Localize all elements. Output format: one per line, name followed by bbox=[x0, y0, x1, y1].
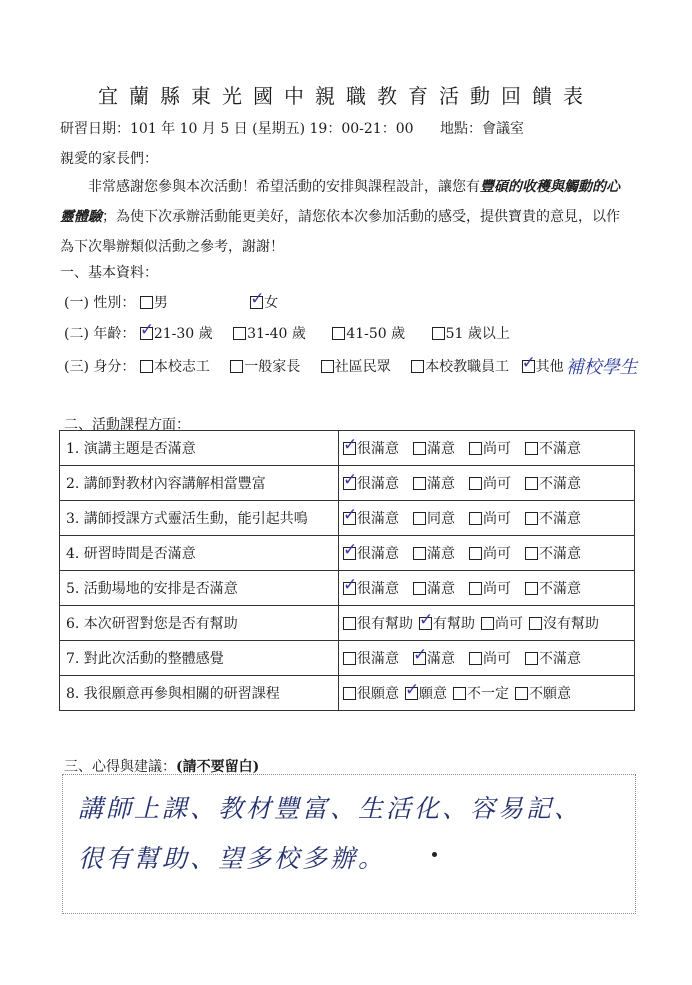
age-option-41-50[interactable]: 41-50 歲 bbox=[332, 323, 405, 343]
answer-option-label: 不願意 bbox=[529, 686, 571, 702]
checkbox[interactable] bbox=[525, 547, 538, 560]
checkbox[interactable] bbox=[453, 687, 466, 700]
answer-option-label: 尚可 bbox=[483, 511, 511, 527]
answer-option[interactable] bbox=[529, 613, 599, 633]
question-text: 1. 演講主題是否滿意 bbox=[60, 431, 339, 466]
answer-option[interactable] bbox=[469, 648, 511, 668]
table-row bbox=[60, 571, 635, 606]
question-text: 4. 研習時間是否滿意 bbox=[60, 536, 339, 571]
answer-option[interactable] bbox=[525, 473, 581, 493]
answer-option-label: 很有幫助 bbox=[357, 616, 413, 632]
answer-option-label: 尚可 bbox=[483, 581, 511, 597]
checkbox[interactable] bbox=[515, 687, 528, 700]
checkbox-checked[interactable] bbox=[413, 652, 426, 665]
session-date: 研習日期：101 年 10 月 5 日 (星期五) 19：00-21：00 bbox=[60, 121, 414, 137]
intro-text-1: 非常感謝您參與本次活動！希望活動的安排與課程設計，讓您有 bbox=[88, 179, 480, 195]
answer-options bbox=[339, 501, 635, 536]
checkbox-checked[interactable] bbox=[522, 360, 535, 373]
answer-options bbox=[339, 641, 635, 676]
answer-options bbox=[339, 431, 635, 466]
answer-option-label: 很滿意 bbox=[357, 511, 399, 527]
checkbox[interactable] bbox=[525, 582, 538, 595]
intro-text-2: ；為使下次承辦活動能更美好，請您依本次參加活動的感受，提供寶貴的意見，以作為下次舉辦類似活動之參考，謝謝！ bbox=[60, 209, 620, 255]
answer-option[interactable] bbox=[525, 438, 581, 458]
table-row bbox=[60, 676, 635, 711]
intro-emphasis: 豐碩的收穫與觸動的心靈體驗 bbox=[60, 179, 620, 225]
table-row bbox=[60, 606, 635, 641]
checkbox[interactable] bbox=[481, 617, 494, 630]
checkbox[interactable] bbox=[525, 652, 538, 665]
identity-option-community[interactable]: 社區民眾 bbox=[321, 356, 391, 376]
answer-option[interactable] bbox=[515, 683, 571, 703]
identity-other-handwritten[interactable]: 補校學生 bbox=[565, 357, 638, 378]
checkbox-checked[interactable] bbox=[343, 547, 356, 560]
answer-option-label: 很滿意 bbox=[357, 476, 399, 492]
checkbox[interactable] bbox=[140, 296, 153, 309]
table-row bbox=[60, 501, 635, 536]
checkbox-checked[interactable] bbox=[343, 477, 356, 490]
answer-option[interactable] bbox=[343, 473, 399, 493]
checkbox[interactable] bbox=[140, 360, 153, 373]
checkbox[interactable] bbox=[469, 442, 482, 455]
identity-option-staff[interactable]: 本校教職員工 bbox=[411, 356, 509, 376]
identity-row bbox=[64, 353, 638, 379]
checkbox-checked[interactable] bbox=[343, 442, 356, 455]
answer-option[interactable] bbox=[343, 508, 399, 528]
answer-option-label: 不滿意 bbox=[539, 581, 581, 597]
checkbox[interactable] bbox=[469, 547, 482, 560]
gender-row bbox=[64, 292, 278, 312]
answer-option-label: 很滿意 bbox=[357, 441, 399, 457]
answer-option-label: 沒有幫助 bbox=[543, 616, 599, 632]
answer-option-label: 尚可 bbox=[483, 651, 511, 667]
ink-dot bbox=[432, 852, 437, 857]
answer-option[interactable] bbox=[343, 578, 399, 598]
age-option-51-plus[interactable]: 51 歲以上 bbox=[432, 323, 510, 343]
answer-option[interactable] bbox=[525, 578, 581, 598]
answer-option-label: 滿意 bbox=[427, 546, 455, 562]
table-row bbox=[60, 466, 635, 501]
question-text: 2. 講師對教材內容講解相當豐富 bbox=[60, 466, 339, 501]
answer-option-label: 願意 bbox=[419, 686, 447, 702]
answer-option-label: 尚可 bbox=[483, 546, 511, 562]
answer-option-label: 很願意 bbox=[357, 686, 399, 702]
checkbox[interactable] bbox=[230, 360, 243, 373]
form-title: 宜蘭縣東光國中親職教育活動回饋表 bbox=[98, 84, 594, 108]
age-option-31-40[interactable]: 31-40 歲 bbox=[233, 323, 306, 343]
answer-option[interactable] bbox=[419, 613, 475, 633]
answer-option-label: 很滿意 bbox=[357, 651, 399, 667]
session-location: 地點：會議室 bbox=[439, 121, 524, 137]
answer-option[interactable] bbox=[343, 648, 399, 668]
age-option-21-30[interactable]: ✓ 21-30 歲 bbox=[140, 323, 213, 343]
greeting: 親愛的家長們： bbox=[60, 151, 158, 167]
question-text: 7. 對此次活動的整體感覺 bbox=[60, 641, 339, 676]
checkbox[interactable] bbox=[469, 512, 482, 525]
answer-option[interactable] bbox=[343, 683, 399, 703]
answer-option-label: 不滿意 bbox=[539, 476, 581, 492]
answer-option-label: 很滿意 bbox=[357, 546, 399, 562]
answer-option-label: 不滿意 bbox=[539, 546, 581, 562]
session-info bbox=[60, 118, 524, 138]
checkbox[interactable] bbox=[525, 477, 538, 490]
answer-option-label: 滿意 bbox=[427, 581, 455, 597]
answer-option-label: 滿意 bbox=[427, 651, 455, 667]
gender-label: (一) 性別： bbox=[64, 295, 136, 311]
answer-option[interactable] bbox=[413, 648, 455, 668]
identity-option-volunteer[interactable]: 本校志工 bbox=[140, 356, 210, 376]
table-row bbox=[60, 641, 635, 676]
answer-option[interactable] bbox=[525, 543, 581, 563]
checkbox[interactable] bbox=[469, 652, 482, 665]
intro-paragraph bbox=[60, 172, 632, 262]
checkbox-checked[interactable] bbox=[343, 512, 356, 525]
answer-option-label: 很滿意 bbox=[357, 581, 399, 597]
comment-line-1: 講師上課、教材豐富、生活化、容易記、 bbox=[78, 794, 583, 823]
gender-option-female[interactable]: ✓ 女 bbox=[250, 292, 278, 312]
answer-option[interactable] bbox=[525, 508, 581, 528]
answer-option[interactable] bbox=[413, 438, 455, 458]
answer-option[interactable] bbox=[343, 543, 399, 563]
answer-option[interactable] bbox=[343, 613, 413, 633]
comment-line-2: 很有幫助、望多校多辦。 bbox=[78, 844, 387, 873]
checkbox[interactable] bbox=[469, 582, 482, 595]
answer-option-label: 不滿意 bbox=[539, 511, 581, 527]
answer-option-label: 尚可 bbox=[483, 441, 511, 457]
answer-option[interactable] bbox=[413, 508, 455, 528]
age-label: (二) 年齡： bbox=[64, 326, 136, 342]
answer-option[interactable] bbox=[469, 543, 511, 563]
question-text: 6. 本次研習對您是否有幫助 bbox=[60, 606, 339, 641]
answer-options bbox=[339, 466, 635, 501]
checkbox[interactable] bbox=[411, 360, 424, 373]
question-text: 8. 我很願意再參與相關的研習課程 bbox=[60, 676, 339, 711]
checkbox[interactable] bbox=[343, 617, 356, 630]
answer-option-label: 不滿意 bbox=[539, 651, 581, 667]
answer-options bbox=[339, 571, 635, 606]
identity-label: (三) 身分： bbox=[64, 359, 136, 375]
gender-option-male[interactable]: 男 bbox=[140, 292, 168, 312]
answer-option[interactable] bbox=[469, 508, 511, 528]
checkbox[interactable] bbox=[343, 687, 356, 700]
answer-options bbox=[339, 536, 635, 571]
question-text: 3. 講師授課方式靈活生動，能引起共鳴 bbox=[60, 501, 339, 536]
table-row bbox=[60, 536, 635, 571]
checkbox[interactable] bbox=[332, 327, 345, 340]
identity-option-parent[interactable]: 一般家長 bbox=[230, 356, 300, 376]
table-row bbox=[60, 431, 635, 466]
answer-option[interactable] bbox=[469, 473, 511, 493]
identity-option-other[interactable]: ✓ 其他 bbox=[522, 356, 564, 376]
answer-option-label: 尚可 bbox=[495, 616, 523, 632]
answer-option[interactable] bbox=[413, 473, 455, 493]
checkbox[interactable] bbox=[343, 652, 356, 665]
answer-option-label: 滿意 bbox=[427, 476, 455, 492]
answer-option[interactable] bbox=[469, 578, 511, 598]
answer-option[interactable] bbox=[413, 578, 455, 598]
answer-option[interactable] bbox=[525, 648, 581, 668]
checkbox[interactable] bbox=[529, 617, 542, 630]
checkbox-checked[interactable] bbox=[405, 687, 418, 700]
answer-option[interactable] bbox=[453, 683, 509, 703]
checkbox-checked[interactable] bbox=[250, 296, 263, 309]
course-survey-table bbox=[59, 430, 635, 711]
checkbox[interactable] bbox=[413, 512, 426, 525]
question-text: 5. 活動場地的安排是否滿意 bbox=[60, 571, 339, 606]
age-row bbox=[64, 323, 510, 343]
answer-option[interactable] bbox=[405, 683, 447, 703]
checkbox-checked[interactable] bbox=[343, 582, 356, 595]
answer-options bbox=[339, 606, 635, 641]
section3-heading bbox=[64, 756, 259, 776]
answer-option-label: 滿意 bbox=[427, 441, 455, 457]
answer-option-label: 同意 bbox=[427, 511, 455, 527]
answer-option[interactable] bbox=[469, 438, 511, 458]
checkbox[interactable] bbox=[469, 477, 482, 490]
checkbox[interactable] bbox=[321, 360, 334, 373]
answer-option-label: 不一定 bbox=[467, 686, 509, 702]
checkbox[interactable] bbox=[525, 442, 538, 455]
checkbox[interactable] bbox=[432, 327, 445, 340]
section2-heading: 二、活動課程方面： bbox=[64, 417, 190, 433]
section3-title: 三、心得與建議： bbox=[64, 759, 176, 775]
answer-option-label: 尚可 bbox=[483, 476, 511, 492]
answer-option-label: 不滿意 bbox=[539, 441, 581, 457]
checkbox[interactable] bbox=[413, 442, 426, 455]
checkbox[interactable] bbox=[413, 582, 426, 595]
checkbox-checked[interactable] bbox=[140, 327, 153, 340]
section3-hint: (請不要留白) bbox=[176, 759, 260, 775]
answer-options bbox=[339, 676, 635, 711]
checkbox[interactable] bbox=[233, 327, 246, 340]
answer-option-label: 有幫助 bbox=[433, 616, 475, 632]
checkbox-checked[interactable] bbox=[419, 617, 432, 630]
answer-option[interactable] bbox=[413, 543, 455, 563]
answer-option[interactable] bbox=[343, 438, 399, 458]
checkbox[interactable] bbox=[525, 512, 538, 525]
answer-option[interactable] bbox=[481, 613, 523, 633]
checkbox[interactable] bbox=[413, 547, 426, 560]
checkbox[interactable] bbox=[413, 477, 426, 490]
section1-heading: 一、基本資料： bbox=[60, 265, 158, 281]
